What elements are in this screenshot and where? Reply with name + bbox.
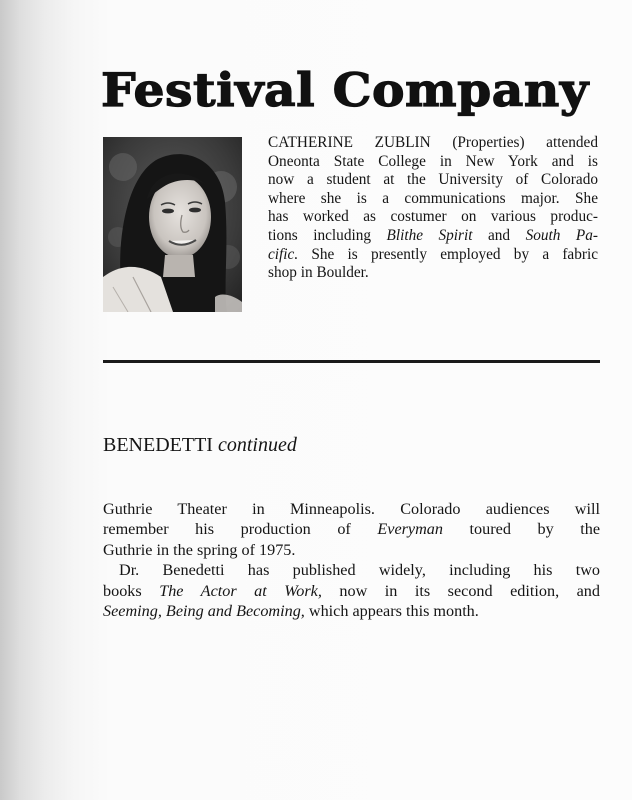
text-run: now in its second edition, and bbox=[321, 581, 600, 600]
bio-catherine-zublin bbox=[268, 134, 598, 283]
text-line bbox=[268, 246, 598, 265]
text-run: where she is a communications major. She bbox=[268, 189, 598, 207]
italic-title: Everyman bbox=[377, 520, 443, 539]
text-line bbox=[268, 227, 598, 246]
portrait-image bbox=[103, 137, 242, 312]
text-run: has worked as costumer on various produc- bbox=[268, 208, 598, 226]
page-title: Festival Company bbox=[101, 63, 589, 117]
text-line bbox=[103, 519, 600, 539]
italic-title: Blithe Spirit bbox=[386, 226, 473, 244]
heading-name: BENEDETTI bbox=[103, 434, 213, 456]
italic-title: cific. bbox=[268, 245, 299, 263]
text-run: CATHERINE ZUBLIN (Properties) attended bbox=[268, 134, 598, 151]
text-line bbox=[103, 540, 600, 560]
text-line bbox=[268, 134, 598, 153]
text-line bbox=[103, 601, 600, 621]
text-run: which appears this month. bbox=[304, 602, 479, 621]
italic-title: Seeming, Being and Becoming, bbox=[103, 602, 305, 621]
text-line bbox=[268, 171, 598, 190]
text-run: toured by the bbox=[443, 520, 600, 539]
heading-suffix: continued bbox=[217, 434, 297, 456]
text-run: Guthrie Theater in Minneapolis. Colorado audiences will bbox=[103, 500, 600, 518]
portrait-photo bbox=[103, 137, 242, 312]
text-line bbox=[103, 560, 600, 580]
text-line bbox=[103, 499, 600, 519]
text-run: Guthrie in the spring of 1975. bbox=[103, 540, 296, 559]
text-run: and bbox=[472, 226, 526, 244]
italic-title: The Actor at Work, bbox=[159, 581, 322, 600]
text-run: Dr. Benedetti has published widely, including his two bbox=[119, 561, 600, 580]
text-line bbox=[268, 264, 598, 283]
text-line bbox=[103, 581, 600, 601]
text-run: She is presently employed by a fabric bbox=[298, 245, 598, 263]
text-run: books bbox=[103, 581, 160, 600]
benedetti-continued-text bbox=[103, 499, 600, 621]
text-run: remember his production of bbox=[103, 520, 378, 539]
text-run: shop in Boulder. bbox=[268, 264, 369, 282]
text-line bbox=[268, 190, 598, 209]
section-heading-benedetti-continued bbox=[103, 432, 297, 458]
text-line bbox=[268, 153, 598, 172]
section-divider bbox=[103, 360, 600, 363]
text-run: now a student at the University of Colorado bbox=[268, 171, 598, 189]
italic-title: South Pa- bbox=[525, 226, 598, 244]
text-run: tions including bbox=[268, 226, 387, 244]
text-line bbox=[268, 208, 598, 227]
text-run: Oneonta State College in New York and is bbox=[268, 152, 598, 170]
